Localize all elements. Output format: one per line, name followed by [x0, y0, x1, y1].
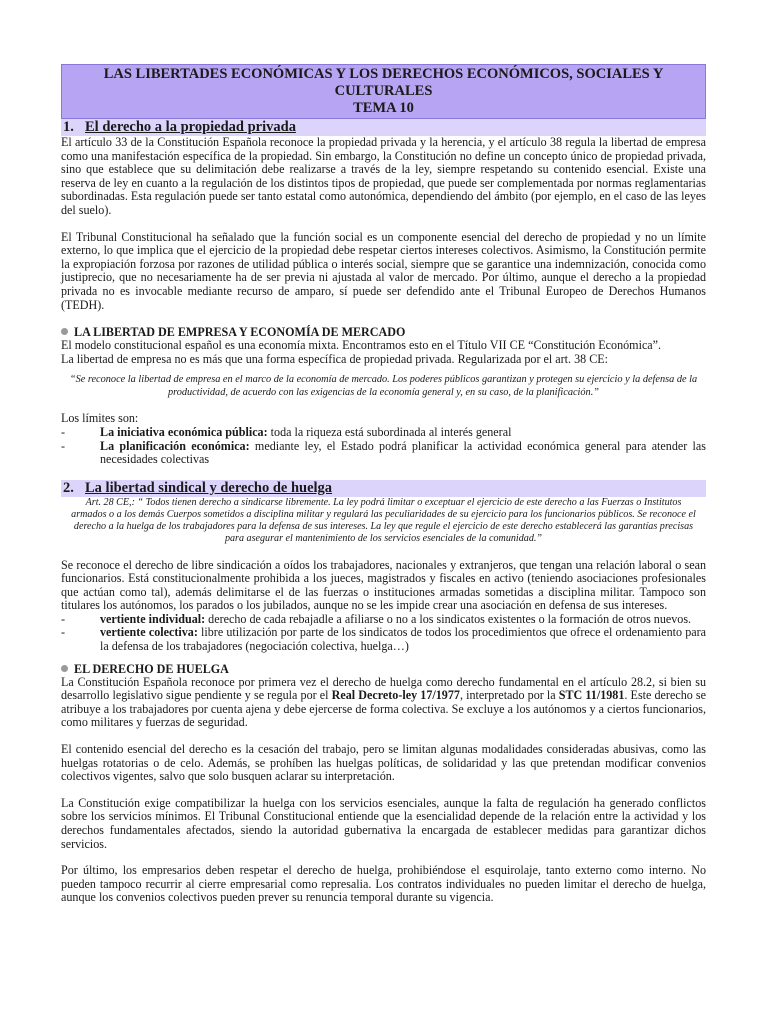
document-title-box	[61, 64, 706, 119]
paragraph: Se reconoce el derecho de libre sindicación a oídos los trabajadores, nacionales y extranjeros, que tengan una relación laboral o sean funcionarios. Está constitucionalmente prohibida a los jueces, magistrados y fiscales en activo (teniendo asociaciones profesionales que actúan como tal), además delimitarse el de las fuerzas o instituciones armadas sometidas a disciplina militar. Tampoco son titulares los autónomos, los parados o los jubilados, aunque no se les impide crear una asociación en defensa de sus intereses.	[61, 557, 706, 613]
sub-heading-text: EL DERECHO DE HUELGA	[74, 661, 229, 676]
law-reference: Real Decreto-ley 17/1977	[331, 688, 460, 703]
paragraph: La Constitución exige compatibilizar la huelga con los servicios esenciales, aunque la falta de regulación ha generado conflictos sobre los servicios mínimos. El Tribunal Constitucional entiende que la esencialidad depende de la relación entre la actividad y los derechos fundamentales afectados, siendo la autoridad gubernativa la encargada de establecer medidas para garantizar dichos servicios.	[61, 795, 706, 851]
list-item	[61, 626, 706, 653]
list-item	[61, 613, 706, 627]
list-item	[61, 426, 706, 440]
section-2-heading	[61, 480, 706, 497]
list-item-term: La planificación económica:	[100, 438, 250, 453]
list-item	[61, 440, 706, 467]
law-reference: STC 11/1981	[558, 688, 625, 703]
bullet-icon	[61, 665, 68, 672]
list-item-term: La iniciativa económica pública:	[100, 424, 268, 439]
dash-marker: -	[61, 611, 66, 626]
paragraph: Los límites son:	[61, 411, 139, 426]
document-title: LAS LIBERTADES ECONÓMICAS Y LOS DERECHOS ECONÓMICOS, SOCIALES Y CULTURALES	[103, 66, 664, 99]
section-1-number: 1.	[63, 119, 74, 135]
bullet-icon	[61, 328, 68, 335]
list-item-text: toda la riqueza está subordinada al interés general	[267, 424, 512, 439]
paragraph: El Tribunal Constitucional ha señalado que la función social es un componente esencial del derecho de propiedad y no un límite externo, lo que implica que el ejercicio de la propiedad debe respetar ciertos intereses colectivos. Asimismo, la Constitución permite la expropiación forzosa por razones de utilidad pública o interés social, siempre que se garantice una indemnización, conocida como justiprecio, que no necesariamente ha de ser previa ni ajustada al valor de mercado. Por último, aunque el derecho a la propiedad privada no es invocable mediante recurso de amparo, sí puede ser defendido ante el Tribunal Europeo de Derechos Humanos (TEDH).	[61, 229, 706, 312]
paragraph: El modelo constitucional español es una economía mixta. Encontramos esto en el Título VII CE “Constitución Económica”.	[61, 338, 662, 353]
paragraph: Por último, los empresarios deben respetar el derecho de huelga, prohibiéndose el esquirolaje, tanto externo como interno. No pueden tampoco recurrir al cierre empresarial como represalia. Los contratos individuales no pueden limitar el derecho de huelga, aunque los convenios colectivos pueden prever su renuncia temporal durante su vigencia.	[61, 863, 706, 905]
list-item-text: derecho de cada rebajadle a afiliarse o no a los sindicatos existentes o la formación de otros nuevos.	[205, 611, 692, 626]
sub-heading-text: LA LIBERTAD DE EMPRESA Y ECONOMÍA DE MERCADO	[74, 325, 406, 340]
dash-marker: -	[61, 625, 66, 640]
quote-art-28: Art. 28 CE,: “ Todos tienen derecho a sindicarse libremente. La ley podrá limitar o exceptuar el ejercicio de este derecho a las Fuerzas o Institutos armados o a los demás Cuerpos sometidos a disciplina militar y regulará las peculiaridades de su ejercicio para los funcionarios públicos. Se reconoce el derecho a la huelga de los trabajadores para la defensa de sus intereses. La ley que regule el ejercicio de este derecho establecerá las garantías precisas para asegurar el mantenimiento de los servicios esenciales de la comunidad.”	[71, 496, 696, 545]
list-item-term: vertiente individual:	[100, 611, 206, 626]
list-item-text: mediante ley, el Estado podrá planificar la actividad económica general para atender las necesidades colectivas	[100, 438, 706, 467]
dash-marker: -	[61, 424, 66, 439]
section-2-title: La libertad sindical y derecho de huelga	[85, 479, 333, 496]
document-subtitle: TEMA 10	[353, 100, 414, 116]
paragraph: La libertad de empresa no es más que una forma específica de propiedad privada. Regularizada por el art. 38 CE:	[61, 351, 609, 366]
section-1-heading	[61, 119, 706, 136]
dash-marker: -	[61, 438, 66, 453]
list-item-term: vertiente colectiva:	[100, 625, 198, 640]
section-2-number: 2.	[63, 479, 74, 496]
sub-heading-derecho-huelga	[61, 662, 706, 676]
quote-art-38: “Se reconoce la libertad de empresa en el marco de la economía de mercado. Los poderes públicos garantizan y protegen su ejercicio y la defensa de la productividad, de acuerdo con las exigencias de la economía general y, en su caso, de la planificación.”	[69, 374, 698, 398]
list-item-text: libre utilización por parte de los sindicatos de todos los procedimientos que ofrece el ordenamiento para la defensa de los trabajadores (negociación colectiva, huelga…)	[100, 625, 707, 654]
sub-heading-libertad-empresa	[61, 325, 706, 339]
paragraph: La Constitución Española reconoce por primera vez el derecho de huelga como derecho fundamental en el artículo 28.2, si bien su desarrollo legislativo sigue pendiente y se regula por el Real Decreto-ley 17/1977, interpretado por la STC 11/1981. Este derecho se atribuye a los trabajadores por cuenta ajena y debe ejercerse de forma colectiva. Se excluye a los autónomos y a ciertos funcionarios, como militares y fuerzas de seguridad.	[61, 674, 706, 730]
section-1-title: El derecho a la propiedad privada	[85, 119, 296, 135]
paragraph: El artículo 33 de la Constitución Española reconoce la propiedad privada y la herencia, y el artículo 38 regula la libertad de empresa como una manifestación específica de la propiedad. Sin embargo, la Constitución no define un concepto único de propiedad privada, sino que establece que su delimitación debe realizarse a través de la ley, siempre respetando su contenido esencial. Existe una reserva de ley en cuanto a la regulación de los distintos tipos de propiedad, que puede ser complementada por normas reglamentarias subordinadas. Esta regulación puede ser tanto estatal como autonómica, dependiendo del ámbito (por ejemplo, en el caso de las leyes del suelo).	[61, 135, 706, 217]
paragraph: El contenido esencial del derecho es la cesación del trabajo, pero se limitan algunas modalidades consideradas abusivas, como las huelgas rotatorias o de celo. Además, se prohíben las huelgas políticas, de solidaridad y las que pretendan modificar convenios colectivos vigentes, salvo que solo busquen aclarar su interpretación.	[61, 742, 706, 784]
